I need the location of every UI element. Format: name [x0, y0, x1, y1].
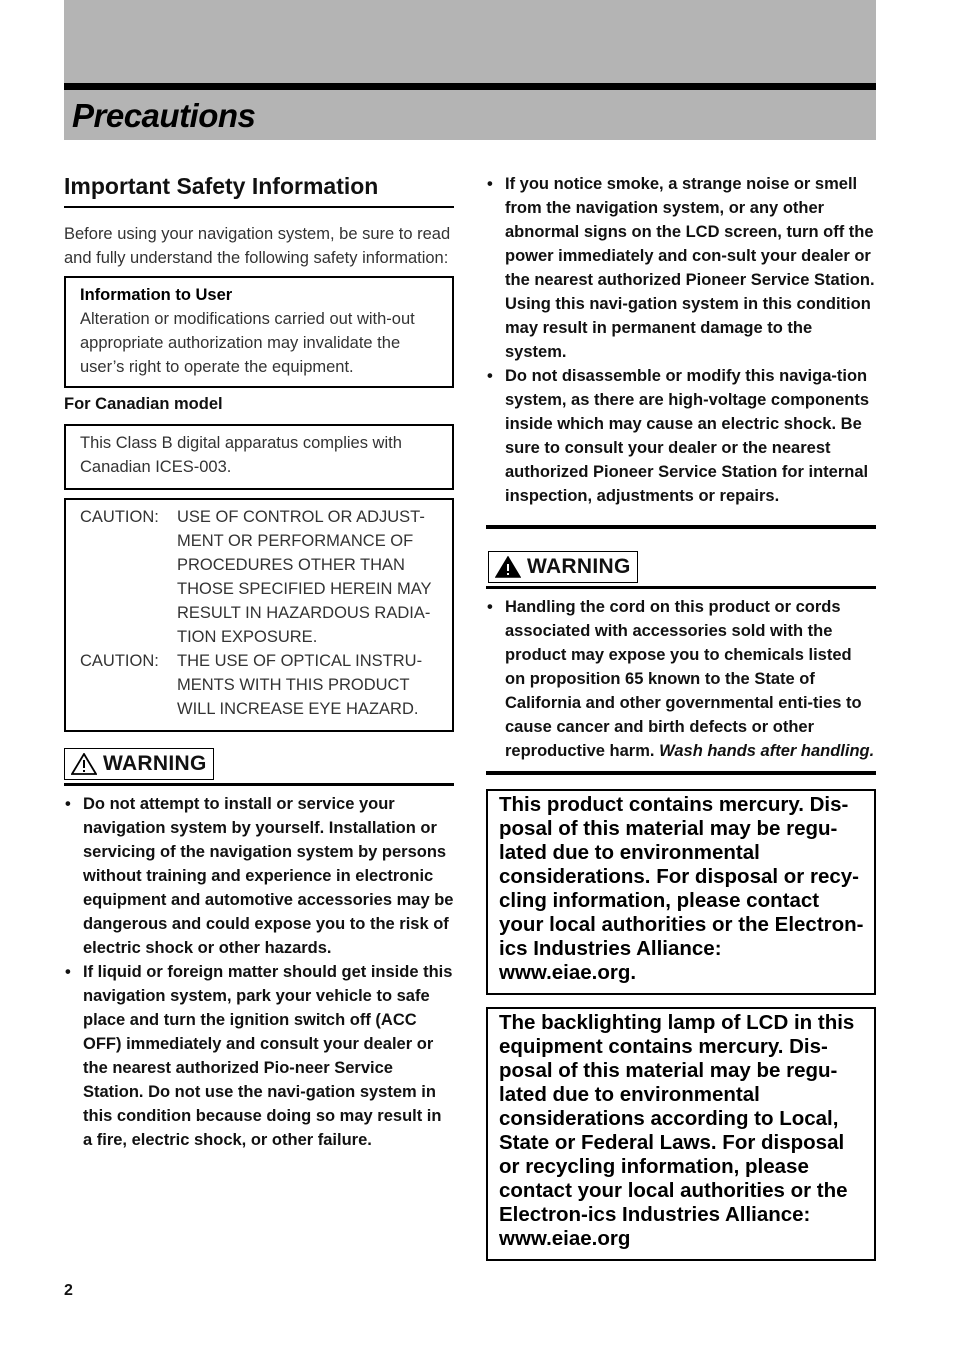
list-item: • If you notice smoke, a strange noise or smell from the navigation system, or any other abnormal signs on the LCD screen, turn off the power immediately and con-sult your dealer or the nearest authorized Pioneer Service Station. Using this navi-gation system in this condition may result in permanent damage to the system.: [486, 172, 876, 364]
caution-text: THE USE OF OPTICAL INSTRU-MENTS WITH THIS PRODUCT WILL INCREASE EYE HAZARD.: [177, 652, 423, 718]
canadian-compliance-box: [64, 424, 454, 490]
prop65-italic-text: Wash hands after handling.: [659, 742, 875, 760]
section-divider: [486, 525, 876, 529]
info-box-title: Information to User: [80, 286, 233, 304]
header-rule: [64, 83, 876, 90]
mercury-notice-text: This product contains mercury. Dis-posal of this material may be regu-lated due to environmental considerations. For disposal or recy-cling information, please contact your local authorities or the Electron-ics Industries Alliance: www.eiae.org.: [499, 793, 864, 984]
mercury-notice-box: [486, 789, 876, 995]
page-number: 2: [64, 1282, 73, 1299]
lcd-mercury-notice-box: [486, 1007, 876, 1261]
warning-badge: [64, 748, 214, 780]
warning-triangle-icon: [71, 753, 97, 775]
list-item: [486, 595, 876, 763]
list-item: • Do not disassemble or modify this naviga-tion system, as there are high-voltage components inside which may cause an electric shock. Be sure to consult your dealer or the nearest authorized Pioneer Service Station for internal inspection, adjustments or repairs.: [486, 364, 876, 508]
intro-paragraph: Before using your navigation system, be sure to read and fully understand the following safety information:: [64, 225, 451, 267]
caution-label: CAUTION:: [80, 508, 159, 526]
warning-list: [64, 792, 454, 1152]
warning-badge: [488, 551, 638, 583]
warning-triangle-icon: [495, 556, 521, 578]
info-box-body: Alteration or modifications carried out with-out appropriate authorization may invalidate the user’s right to operate the equipment.: [80, 310, 415, 376]
info-to-user-box: [64, 276, 454, 388]
section-heading: Important Safety Information: [64, 170, 454, 208]
left-column: [64, 170, 454, 1152]
caution-row: [80, 649, 440, 721]
warning-label: WARNING: [527, 555, 631, 578]
caution-text: USE OF CONTROL OR ADJUST-MENT OR PERFORMANCE OF PROCEDURES OTHER THAN THOSE SPECIFIED HEREIN MAY RESULT IN HAZARDOUS RADIA-TION EXPOSURE.: [177, 508, 432, 646]
canadian-model-label: For Canadian model: [64, 395, 223, 413]
lcd-mercury-notice-text: The backlighting lamp of LCD in this equipment contains mercury. Dis-posal of this material may be regu-lated due to environmental considerations according to Local, State or Federal Laws. For disposal or recycling information, please contact your local authorities or the Electron-ics Industries Alliance: www.eiae.org: [499, 1011, 855, 1250]
canadian-compliance-text: This Class B digital apparatus complies with Canadian ICES-003.: [80, 434, 402, 476]
caution-box: [64, 498, 454, 732]
page-title: Precautions: [72, 97, 256, 134]
right-column: [486, 170, 876, 1261]
caution-label: CAUTION:: [80, 652, 159, 670]
warning-label: WARNING: [103, 752, 207, 775]
section-divider: [486, 771, 876, 775]
warning-rule: [486, 586, 876, 589]
warning-list: [486, 595, 876, 763]
list-item: • Do not attempt to install or service your navigation system by yourself. Installation or servicing of the navigation system by persons without training and experience in electronic equipment and automotive accessories may be dangerous and could expose you to the risk of electric shock or other hazards.: [64, 792, 454, 960]
safety-list: [486, 172, 876, 508]
caution-row: [80, 505, 440, 649]
list-item: • If liquid or foreign matter should get inside this navigation system, park your vehicle to safe place and turn the ignition switch off (ACC OFF) immediately and consult your dealer or the nearest authorized Pio-neer Service Station. Do not use the navi-gation system in this condition because doing so may result in a fire, electric shock, or other failure.: [64, 960, 454, 1152]
warning-rule: [64, 783, 454, 786]
prop65-text: Handling the cord on this product or cords associated with accessories sold with the product may expose you to chemicals listed on proposition 65 known to the State of California and other governmental enti-ties to cause cancer and birth defects or other reproductive harm.: [505, 598, 862, 760]
